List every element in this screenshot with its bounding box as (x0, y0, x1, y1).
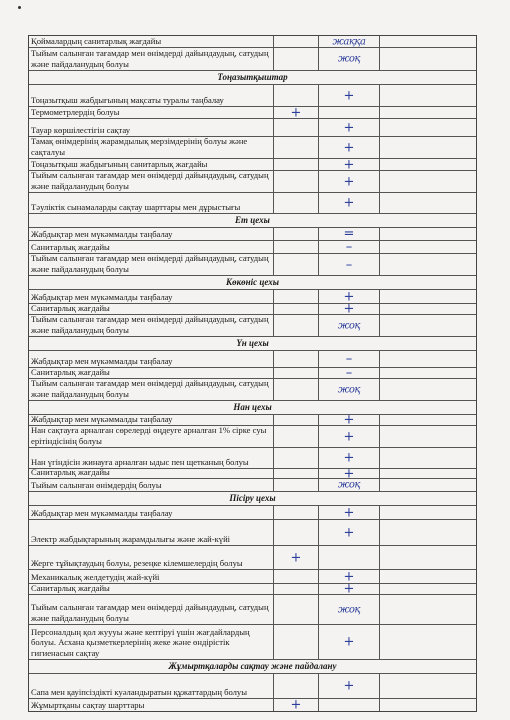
check-cell-a (274, 426, 319, 447)
notes-cell (380, 479, 476, 491)
notes-cell (380, 595, 476, 624)
notes-cell (380, 228, 476, 240)
check-cell-a (274, 415, 319, 425)
table-row (29, 479, 476, 492)
check-cell-b (319, 581, 380, 597)
handwritten-mark: + (290, 550, 302, 565)
criterion-text: Сапа мен қауіпсіздікті куәландыратын құжаттардың болуы (31, 686, 247, 697)
handwritten-mark: жоқ (338, 384, 360, 395)
criterion-text: Тыйым салынған тағамдар мен өнімдерді дайындаудың, сатудың және пайдаланудың болуы (31, 48, 269, 69)
table-row (29, 595, 476, 625)
criterion-text: Термометрлердің болуы (31, 106, 120, 117)
handwritten-mark: = (343, 226, 355, 242)
table-row (29, 315, 476, 337)
table-row (29, 171, 476, 193)
notes-cell (380, 520, 476, 545)
check-cell-b (319, 107, 380, 118)
criterion-cell (29, 448, 274, 468)
section-heading: Көкөніс цехы (29, 276, 476, 290)
table-row (29, 674, 476, 699)
check-cell-b (319, 85, 380, 106)
check-cell-a (274, 304, 319, 314)
criterion-cell (29, 241, 274, 253)
criterion-cell (29, 254, 274, 275)
criterion-cell (29, 304, 274, 314)
criterion-cell (29, 48, 274, 70)
criterion-text: Жабдықтар мен мүкәммалды таңбалау (31, 355, 173, 366)
table-row (29, 137, 476, 159)
criterion-text: Тыйым салынған тағамдар мен өнімдерді дайындаудың, сатудың және пайдаланудың болуы (31, 253, 269, 274)
check-cell-b (319, 674, 380, 698)
criterion-text: Санитарлық жағдайы (31, 582, 110, 593)
check-cell-a (274, 368, 319, 378)
table-row (29, 466, 476, 481)
check-cell-b (319, 479, 380, 491)
check-cell-b (319, 625, 380, 659)
handwritten-mark: жоқ (338, 320, 360, 331)
criterion-cell (29, 479, 274, 491)
table-row (29, 506, 476, 520)
criterion-cell (29, 415, 274, 425)
criterion-cell (29, 466, 274, 478)
criterion-cell (29, 36, 274, 47)
check-cell-b (319, 520, 380, 545)
table-row (29, 254, 476, 276)
notes-cell (380, 469, 476, 478)
notes-cell (380, 448, 476, 468)
notes-cell (380, 426, 476, 447)
criterion-text: Жабдықтар мен мүкәммалды таңбалау (31, 507, 173, 518)
check-cell-a (274, 119, 319, 136)
check-cell-a (274, 351, 319, 367)
notes-cell (380, 674, 476, 698)
criterion-cell (29, 426, 274, 447)
check-cell-b (319, 171, 380, 192)
check-cell-b (319, 426, 380, 447)
handwritten-mark: + (343, 157, 355, 172)
criterion-text: Тыйым салынған өнімдердің болуы (31, 479, 162, 490)
notes-cell (380, 625, 476, 659)
corner-mark (18, 6, 21, 9)
notes-cell (380, 159, 476, 170)
handwritten-mark: + (343, 466, 355, 481)
handwritten-mark: + (343, 429, 355, 444)
criterion-cell (29, 159, 274, 170)
check-cell-b (319, 228, 380, 240)
notes-cell (380, 107, 476, 118)
criterion-text: Жабдықтар мен мүкәммалды таңбалау (31, 228, 173, 239)
section-heading: Ет цехы (29, 214, 476, 228)
handwritten-mark: – (345, 239, 353, 255)
notes-cell (380, 584, 476, 594)
criterion-text: Механикалық желдетудің жай-күйі (31, 571, 160, 582)
criterion-text: Жұмыртқаны сақтау шарттары (31, 699, 145, 710)
criterion-text: Нан үгіндісін жинауға арналған ыдыс пен щетканың болуы (31, 456, 249, 467)
check-cell-b (319, 506, 380, 519)
notes-cell (380, 368, 476, 378)
handwritten-mark: + (343, 195, 355, 211)
check-cell-a (274, 159, 319, 170)
criterion-text: Жабдықтар мен мүкәммалды таңбалау (31, 291, 173, 302)
check-cell-a (274, 137, 319, 158)
check-cell-a (274, 228, 319, 240)
handwritten-mark: – (345, 257, 353, 272)
table-row (29, 426, 476, 448)
table-row (29, 379, 476, 401)
handwritten-mark: + (343, 88, 355, 103)
notes-cell (380, 193, 476, 213)
criterion-cell (29, 699, 274, 711)
check-cell-b (319, 137, 380, 158)
table-row (29, 119, 476, 137)
criterion-cell (29, 584, 274, 594)
check-cell-a (274, 254, 319, 275)
check-cell-a (274, 625, 319, 659)
criterion-cell (29, 368, 274, 378)
check-cell-b (319, 119, 380, 136)
handwritten-mark: + (343, 301, 355, 317)
criterion-cell (29, 315, 274, 336)
check-cell-a (274, 584, 319, 594)
check-cell-b (319, 448, 380, 468)
check-cell-b (319, 546, 380, 569)
handwritten-mark: + (343, 678, 355, 694)
section-heading: Үн цехы (29, 337, 476, 351)
handwritten-mark: – (345, 365, 353, 381)
handwritten-mark: + (343, 174, 355, 189)
criterion-cell (29, 193, 274, 213)
criterion-text: Тыйым салынған тағамдар мен өнімдерді дайындаудың, сатудың және пайдаланудың болуы (31, 378, 269, 399)
handwritten-mark: + (343, 450, 355, 466)
check-cell-b (319, 699, 380, 711)
criterion-cell (29, 625, 274, 659)
criterion-cell (29, 351, 274, 367)
criterion-text: Жерге тұйықтаудың болуы, резеңке кілемшелердің болуы (31, 557, 243, 568)
criterion-text: Электр жабдықтарының жарамдылығы және жай-күйі (31, 533, 231, 544)
criterion-cell (29, 506, 274, 519)
check-cell-b (319, 301, 380, 317)
notes-cell (380, 546, 476, 569)
notes-cell (380, 36, 476, 47)
criterion-cell (29, 570, 274, 583)
check-cell-b (319, 36, 380, 47)
check-cell-a (274, 595, 319, 624)
check-cell-b (319, 595, 380, 624)
check-cell-b (319, 315, 380, 336)
criterion-cell (29, 85, 274, 106)
check-cell-a (274, 171, 319, 192)
check-cell-a (274, 290, 319, 303)
check-cell-a (274, 85, 319, 106)
table-row (29, 107, 476, 119)
criterion-cell (29, 119, 274, 136)
handwritten-mark: + (343, 120, 355, 135)
table-row (29, 193, 476, 214)
table-row (29, 36, 476, 48)
criterion-cell (29, 674, 274, 698)
criterion-text: Санитарлық жағдайы (31, 466, 110, 477)
criterion-text: Тоңазытқыш жабдығының мақсаты туралы таңбалау (31, 94, 224, 105)
table-row (29, 85, 476, 107)
notes-cell (380, 241, 476, 253)
handwritten-mark: + (343, 581, 355, 597)
handwritten-mark: + (290, 105, 302, 120)
criterion-text: Санитарлық жағдайы (31, 366, 110, 377)
handwritten-mark: – (345, 351, 353, 367)
check-cell-b (319, 48, 380, 70)
criterion-cell (29, 595, 274, 624)
handwritten-mark: + (290, 697, 302, 713)
notes-cell (380, 315, 476, 336)
check-cell-b (319, 241, 380, 253)
criterion-cell (29, 546, 274, 569)
table-row (29, 520, 476, 546)
table-row (29, 546, 476, 570)
section-heading: Нан цехы (29, 401, 476, 415)
check-cell-b (319, 159, 380, 170)
notes-cell (380, 85, 476, 106)
notes-cell (380, 506, 476, 519)
criterion-cell (29, 137, 274, 158)
handwritten-mark: + (343, 289, 355, 304)
check-cell-b (319, 193, 380, 213)
handwritten-mark: + (343, 140, 355, 155)
notes-cell (380, 304, 476, 314)
check-cell-a (274, 520, 319, 545)
criterion-text: Нан сақтауға арналған сөрелерді өңдеуге арналған 1% сірке суы ерітіндісінің болуы (31, 425, 267, 446)
criterion-text: Қоймалардың санитарлық жағдайы (31, 35, 162, 46)
check-cell-a (274, 107, 319, 118)
table-row (29, 625, 476, 660)
criterion-text: Тамақ өнімдерінің жарамдылық мерзімдерінің болуы және сақталуы (31, 136, 248, 157)
criterion-text: Тәуліктік сынамаларды сақтау шарттары мен дұрыстығы (31, 201, 241, 212)
check-cell-a (274, 546, 319, 569)
notes-cell (380, 119, 476, 136)
check-cell-a (274, 479, 319, 491)
section-heading: Пісіру цехы (29, 492, 476, 506)
check-cell-a (274, 699, 319, 711)
table-row (29, 228, 476, 241)
notes-cell (380, 379, 476, 400)
criterion-text: Персоналдың қол жуууы және кептіруі үшін жағдайлардың болуы. Асхана қызметкерлерінің жеке және өндірістік гигиенасын сақтау (31, 626, 250, 658)
notes-cell (380, 171, 476, 192)
notes-cell (380, 351, 476, 367)
check-cell-a (274, 315, 319, 336)
criterion-cell (29, 107, 274, 118)
notes-cell (380, 570, 476, 583)
criterion-cell (29, 171, 274, 192)
check-cell-a (274, 193, 319, 213)
handwritten-mark: + (343, 525, 355, 540)
criterion-text: Санитарлық жағдайы (31, 241, 110, 252)
handwritten-mark: + (343, 412, 355, 428)
notes-cell (380, 254, 476, 275)
criterion-text: Тыйым салынған тағамдар мен өнімдерді дайындаудың, сатудың және пайдаланудың болуы (31, 170, 269, 191)
handwritten-mark: жоқ (338, 53, 360, 65)
check-cell-a (274, 674, 319, 698)
notes-cell (380, 699, 476, 711)
handwritten-mark: + (343, 569, 355, 584)
notes-cell (380, 415, 476, 425)
table-row (29, 351, 476, 368)
criterion-text: Жабдықтар мен мүкәммалды таңбалау (31, 413, 173, 424)
section-heading: Тоңазытқыштар (29, 71, 476, 85)
notes-cell (380, 290, 476, 303)
criterion-cell (29, 520, 274, 545)
check-cell-b (319, 365, 380, 381)
check-cell-a (274, 379, 319, 400)
check-cell-a (274, 241, 319, 253)
handwritten-mark: жоқ (338, 479, 360, 491)
criterion-text: Тауар көршілестігін сақтау (31, 124, 131, 135)
handwritten-mark: жоқ (338, 604, 360, 615)
notes-cell (380, 137, 476, 158)
criterion-cell (29, 290, 274, 303)
check-cell-a (274, 506, 319, 519)
handwritten-mark: + (343, 634, 355, 650)
table-row (29, 581, 476, 597)
criterion-text: Тоңазытқыш жабдығының санитарлық жағдайы (31, 158, 208, 169)
handwritten-mark: + (343, 505, 355, 520)
check-cell-b (319, 412, 380, 428)
criterion-cell (29, 228, 274, 240)
section-heading: Жұмыртқаларды сақтау және пайдалану (29, 660, 476, 674)
check-cell-b (319, 379, 380, 400)
handwritten-mark: жаққа (332, 36, 366, 47)
criterion-cell (29, 379, 274, 400)
check-cell-a (274, 36, 319, 47)
inspection-checklist-table (28, 35, 477, 712)
criterion-text: Тыйым салынған тағамдар мен өнімдерді дайындаудың, сатудың және пайдаланудың болуы (31, 314, 269, 335)
criterion-text: Санитарлық жағдайы (31, 302, 110, 313)
table-row (29, 699, 476, 711)
check-cell-a (274, 570, 319, 583)
check-cell-a (274, 448, 319, 468)
check-cell-a (274, 469, 319, 478)
notes-cell (380, 48, 476, 70)
check-cell-a (274, 48, 319, 70)
criterion-text: Тыйым салынған тағамдар мен өнімдерді дайындаудың, сатудың және пайдаланудың болуы (31, 602, 269, 623)
check-cell-b (319, 466, 380, 481)
table-row (29, 48, 476, 71)
check-cell-b (319, 254, 380, 275)
